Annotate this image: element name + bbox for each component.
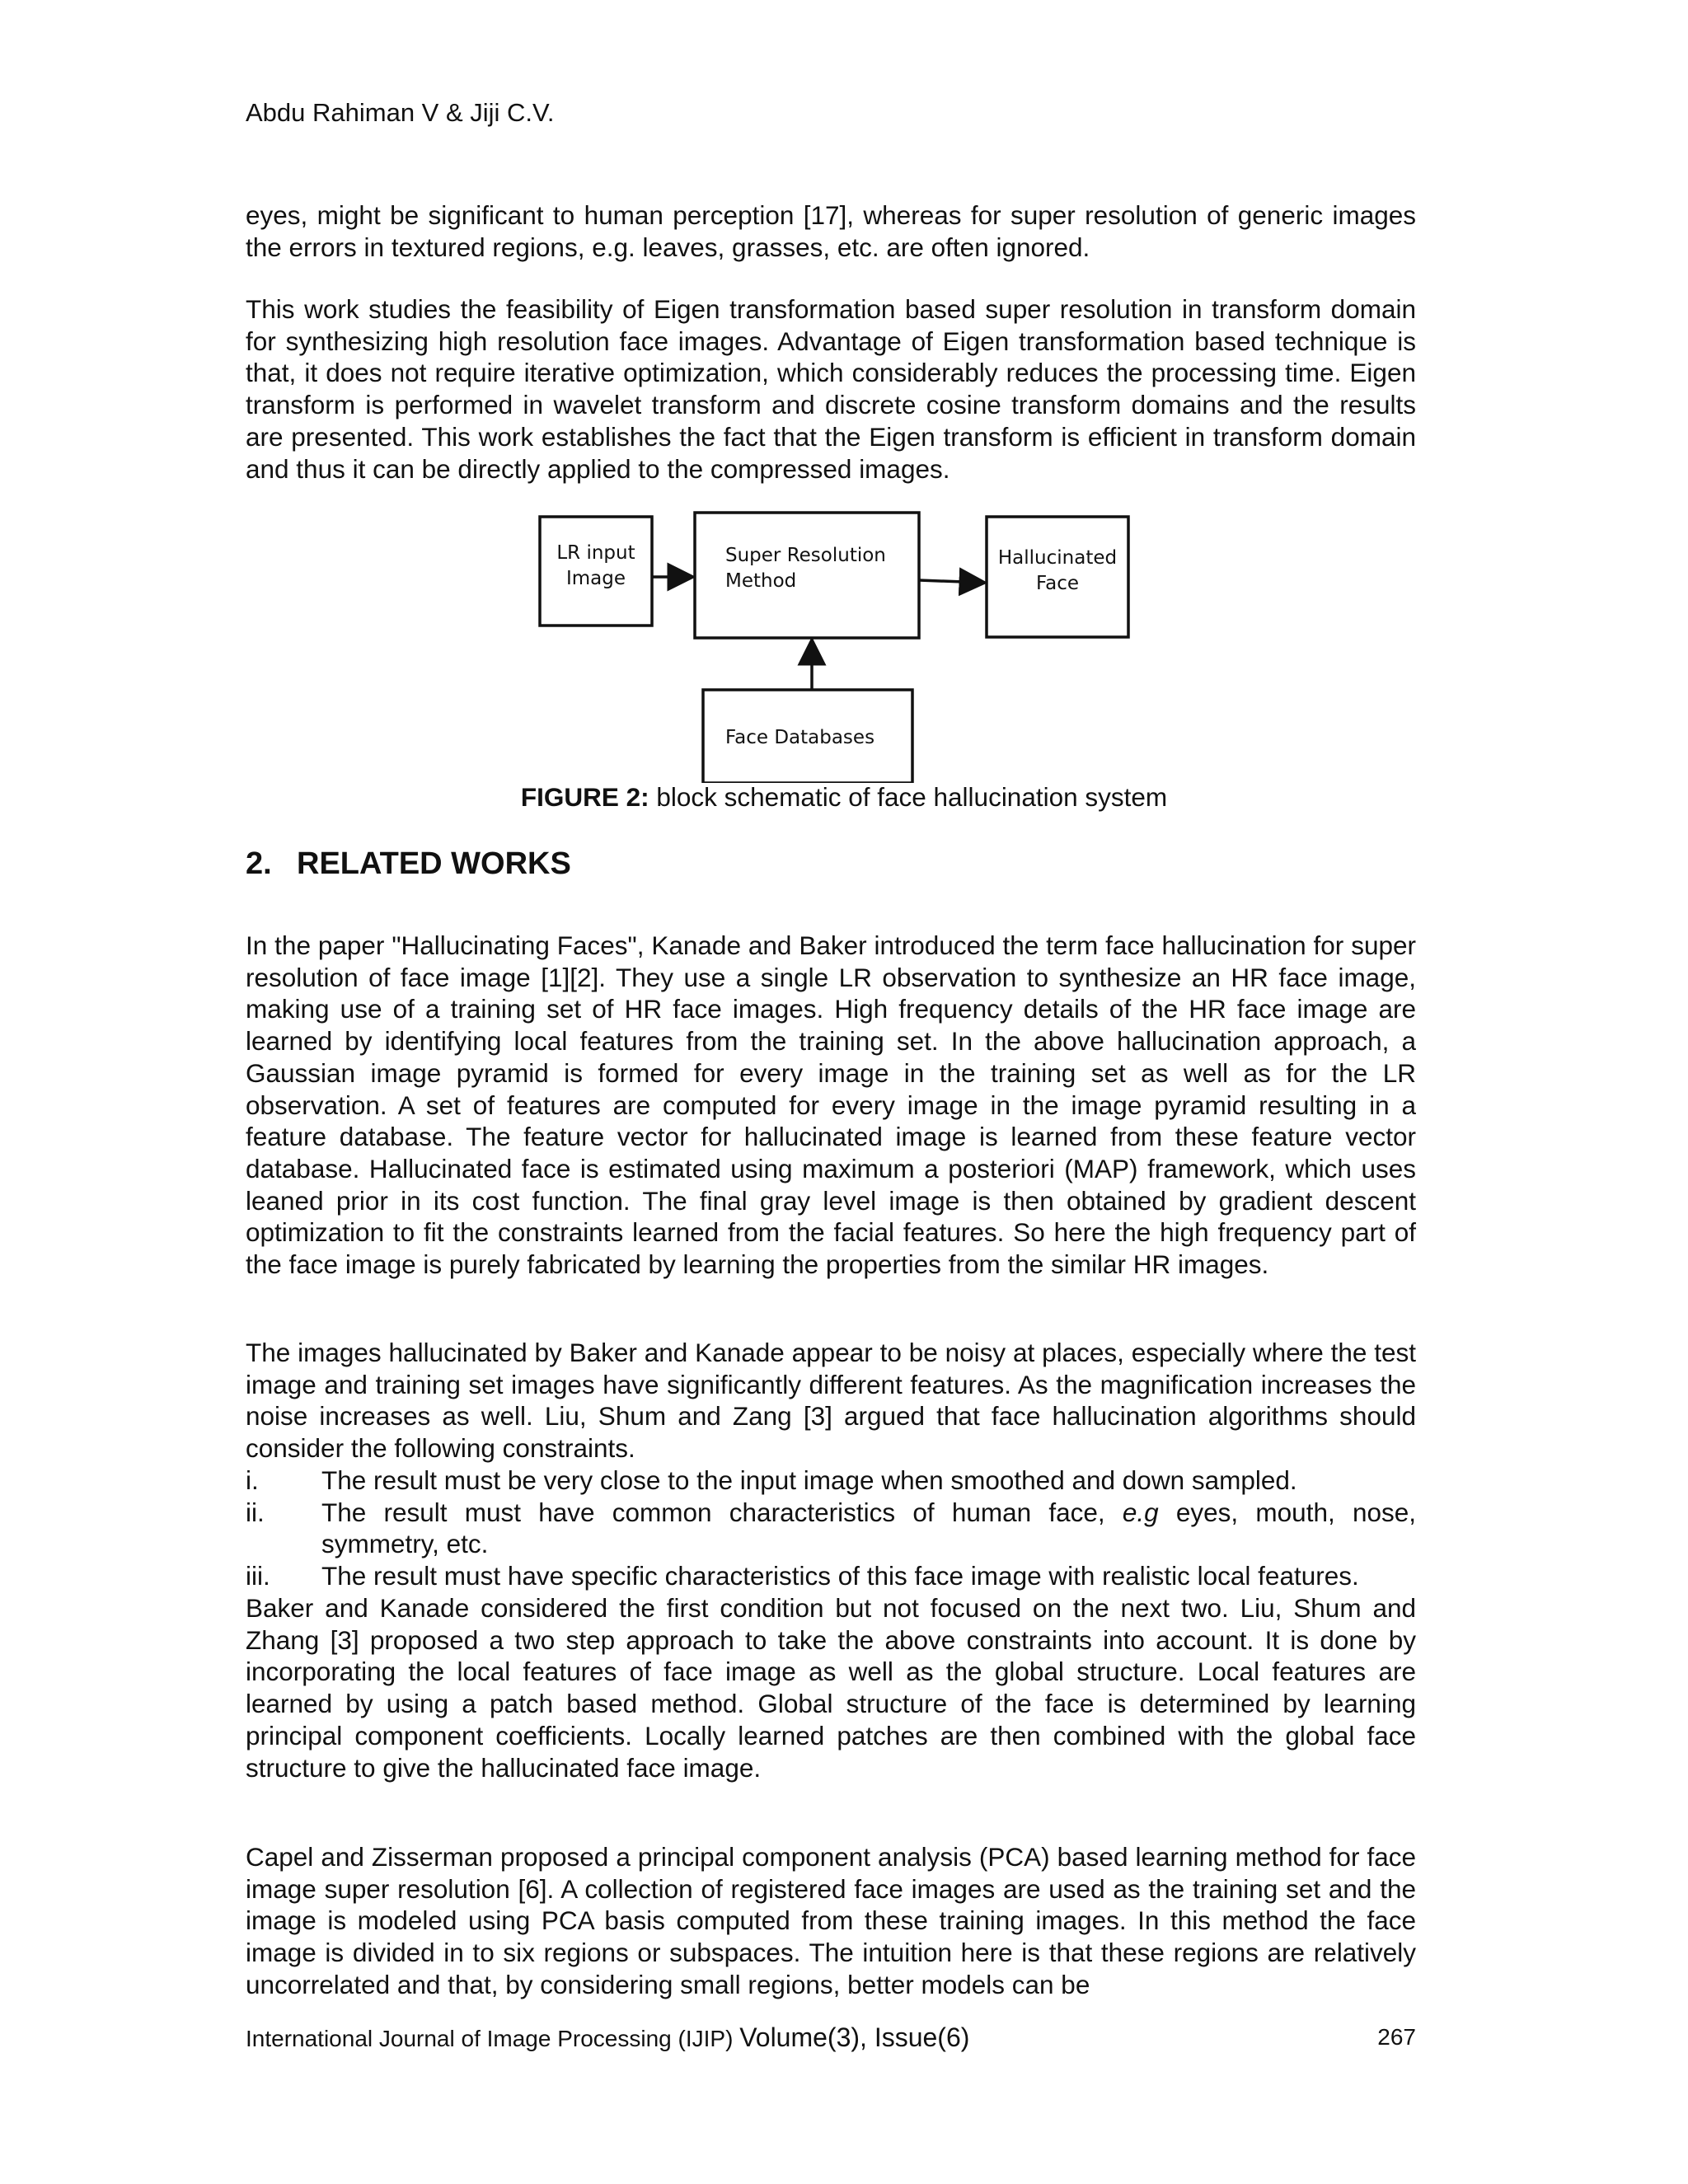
figure-caption: [0, 781, 1688, 813]
super-resolution-label-line1: Super Resolution: [725, 545, 886, 566]
super-resolution-label-line2: Method: [725, 570, 797, 592]
section-title: RELATED WORKS: [297, 846, 571, 881]
hallucinated-face-label-line1: Hallucinated: [997, 547, 1118, 569]
paragraph-capel-zisserman: Capel and Zisserman proposed a principal component analysis (PCA) based learning method for face image super resolution [6]. A collection of registered face images are used as the training set and the image is modeled using PCA basis computed from these training images. In this method the face image is divided in to six regions or subspaces. The intuition here is that these regions are relatively uncorrelated and that, by considering small regions, better models can be: [246, 1842, 1416, 1999]
face-databases-label: Face Databases: [725, 727, 875, 748]
lr-input-label-line1: LR input: [556, 542, 635, 564]
list-marker: iii.: [246, 1561, 270, 1591]
section-number: 2.: [246, 846, 272, 881]
list-marker: i.: [246, 1465, 259, 1495]
constraints-list: [246, 1465, 1416, 1592]
paragraph-intro-end: eyes, might be significant to human perception [17], whereas for super resolution of generic images the errors in textured regions, e.g. leaves, grasses, etc. are often ignored.: [246, 200, 1416, 262]
running-header: Abdu Rahiman V & Jiji C.V.: [246, 98, 555, 127]
paragraph-kanade-baker: In the paper "Hallucinating Faces", Kanade and Baker introduced the term face hallucination for super resolution of face image [1][2]. They use a single LR observation to synthesize an HR face image, making use of a training set of HR face images. High frequency details of the HR face image are learned by identifying local features from the training set. In the above hallucination approach, a Gaussian image pyramid is formed for every image in the training set as well as for the LR observation. A set of features are computed for every image in the image pyramid resulting in a feature database. The feature vector for hallucinated image is learned from these feature vector database. Hallucinated face is estimated using maximum a posteriori (MAP) framework, which uses leaned prior in its cost function. The final gray level image is then obtained by gradient descent optimization to fit the constraints learned from the facial features. So here the high frequency part of the face image is purely fabricated by learning the properties from the similar HR images.: [246, 930, 1416, 1280]
footer-journal: International Journal of Image Processing (IJIP): [246, 2026, 740, 2051]
list-item-text: The result must be very close to the input image when smoothed and down sampled.: [321, 1465, 1297, 1495]
paragraph-work-summary: This work studies the feasibility of Eigen transformation based super resolution in transform domain for synthesizing high resolution face images. Advantage of Eigen transformation based technique is that, it does not require iterative optimization, which considerably reduces the processing time. Eigen transform is performed in wavelet transform and discrete cosine transform domains and the results are presented. This work establishes the fact that the Eigen transform is efficient in transform domain and thus it can be directly applied to the compressed images.: [246, 294, 1416, 484]
lr-input-label-line2: Image: [565, 568, 626, 589]
footer-volume: Volume(3), Issue(6): [739, 2022, 970, 2052]
hallucinated-face-label-line2: Face: [1035, 573, 1080, 594]
list-item: [246, 1465, 1416, 1497]
paragraph-noise-constraints: The images hallucinated by Baker and Kanade appear to be noisy at places, especially where the test image and training set images have significantly different features. As the magnification increases the noise increases as well. Liu, Shum and Zang [3] argued that face hallucination algorithms should consider the following constraints.: [246, 1338, 1416, 1464]
block-schematic-figure: [528, 503, 1154, 783]
section-heading: [246, 844, 571, 883]
arrow-sr-to-hf: [919, 580, 985, 583]
list-item-text: The result must have common characteristics of human face,: [321, 1497, 1123, 1527]
list-item: [246, 1497, 1416, 1560]
list-item-italic: e.g: [1122, 1497, 1159, 1527]
list-item-text-continued: eyes, mouth, nose, symmetry, etc.: [321, 1497, 1416, 1559]
page-footer: [246, 2021, 1416, 2055]
page-number: 267: [1377, 2024, 1416, 2050]
figure-caption-label: FIGURE 2:: [520, 782, 649, 812]
list-item-text: The result must have specific characteristics of this face image with realistic local features.: [321, 1561, 1359, 1591]
paragraph-liu-shum-zhang: Baker and Kanade considered the first condition but not focused on the next two. Liu, Shum and Zhang [3] proposed a two step approach to take the above constraints into account. It is done by incorporating the local features of face image as well as the global structure. Local features are learned by using a patch based method. Global structure of the face is determined by learning principal component coefficients. Locally learned patches are then combined with the global face structure to give the hallucinated face image.: [246, 1593, 1416, 1783]
list-marker: ii.: [246, 1497, 265, 1527]
figure-caption-text: block schematic of face hallucination system: [649, 782, 1168, 812]
list-item: [246, 1560, 1416, 1592]
